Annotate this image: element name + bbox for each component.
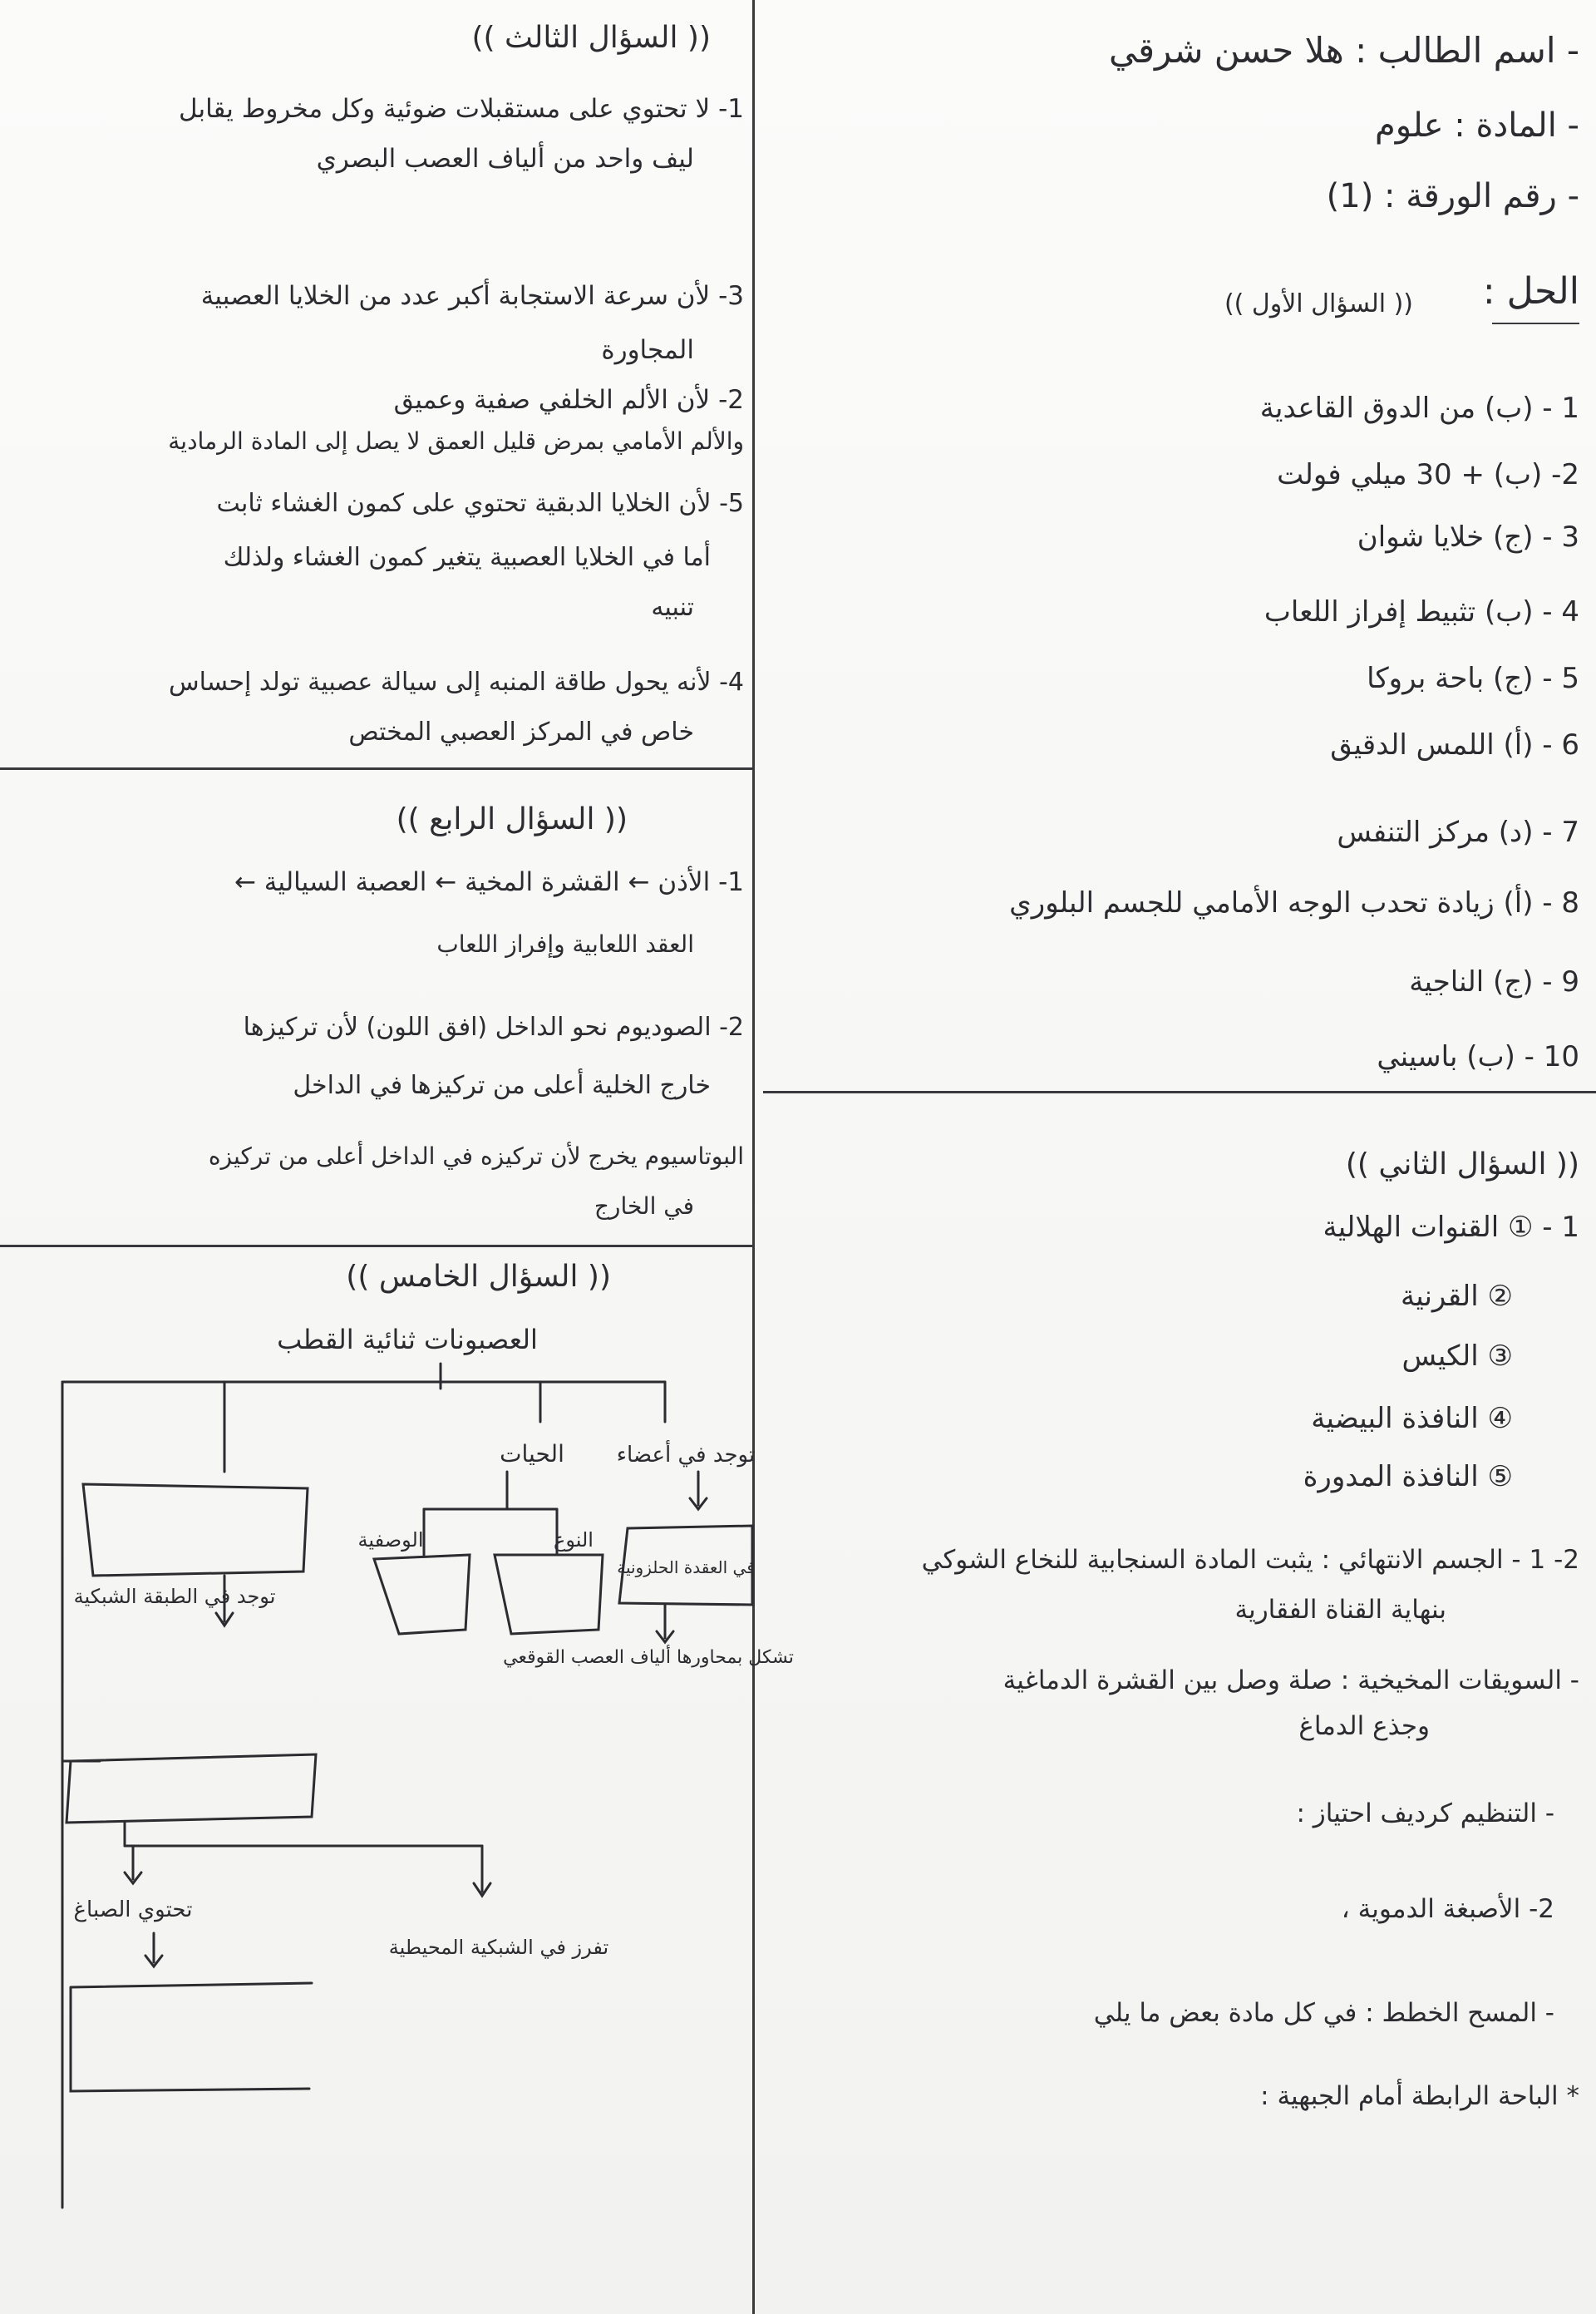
- q3-line: والألم الأمامي بمرض قليل العمق لا يصل إلى المادة الرمادية: [168, 427, 744, 455]
- q4-line: 2- الصوديوم نحو الداخل (افق اللون) لأن تركيزها: [243, 1013, 744, 1042]
- diagram-bottom-right: تفرز في الشبكية المحيطية: [388, 1936, 609, 1959]
- q3-line: أما في الخلايا العصبية يتغير كمون الغشاء ولذلك: [223, 543, 711, 572]
- q4-line: 1- الأذن ← القشرة المخية ← العصبة السيالية ←: [234, 867, 744, 897]
- q2-item: ② القرنية: [1400, 1280, 1513, 1313]
- q1-answer: 1 - (ب) من الدوق القاعدية: [1259, 392, 1579, 425]
- vertical-divider: [752, 0, 755, 2314]
- diagram-sub-right: النوع: [554, 1528, 594, 1552]
- q2-line: بنهاية القناة الفقارية: [1234, 1595, 1446, 1625]
- q3-title: (( السؤال الثالث )): [471, 21, 711, 55]
- q3-line: 3- لأن سرعة الاستجابة أكبر عدد من الخلايا العصبية: [200, 281, 744, 311]
- subject: - المادة : علوم: [1375, 106, 1579, 145]
- diagram-box-left: [83, 1484, 308, 1576]
- q4-line: في الخارج: [594, 1192, 694, 1220]
- solution-underline: [1492, 323, 1579, 324]
- q1-title: (( السؤال الأول )): [1224, 289, 1413, 318]
- q1-answer: 4 - (ب) تثبيط إفراز اللعاب: [1264, 595, 1579, 629]
- q2-item: ③ الكيس: [1401, 1340, 1513, 1373]
- q5-diagram: [0, 1305, 794, 2303]
- q3-line: 4- لأنه يحول طاقة المنبه إلى سيالة عصبية تولد إحساس: [168, 668, 744, 697]
- diagram-root: العصبونات ثنائية القطب: [277, 1324, 538, 1355]
- q3-line: 2- لأن الألم الخلفي صفية وعميق: [393, 385, 744, 415]
- diagram-box-sub-right: [495, 1555, 603, 1634]
- q3-line: خاص في المركز العصبي المختص: [348, 718, 694, 747]
- q2-line: وجذع الدماغ: [1298, 1711, 1430, 1741]
- q2-line: * الباحة الرابطة أمام الجبهية :: [1260, 2081, 1579, 2111]
- q2-line: - التنظيم كرديف احتياز :: [1296, 1798, 1554, 1828]
- q4-title: (( السؤال الرابع )): [396, 802, 628, 836]
- q3-line: 5- لأن الخلايا الدبقية تحتوي على كمون الغشاء ثابت: [216, 489, 744, 518]
- diagram-box-left-note: توجد في الطبقة الشبكية: [73, 1585, 276, 1608]
- q3-line: تنبيه: [651, 593, 694, 622]
- q1-answer: 2- (ب) + 30 ميلي فولت: [1277, 458, 1579, 491]
- diagram-sub-left: الوصفية: [357, 1528, 424, 1552]
- paper-number: - رقم الورقة : (1): [1326, 177, 1579, 215]
- q3-line: المجاورة: [601, 335, 694, 365]
- diagram-box-sub-left: [374, 1555, 470, 1634]
- right-column: [769, 0, 1579, 2314]
- q2-line: 2- الأصبغة الدموية ،: [1341, 1894, 1554, 1924]
- q2-title: (( السؤال الثاني )): [1345, 1147, 1579, 1182]
- q4-line: العقد اللعابية وإفراز اللعاب: [436, 930, 694, 958]
- q2-item: ④ النافذة البيضية: [1311, 1402, 1513, 1435]
- q2-line: - المسح الخطط : في كل مادة بعض ما يلي: [1093, 1998, 1554, 2028]
- student-name: - اسم الطالب : هلا حسن شرقي: [1108, 30, 1579, 71]
- q3-line: ليف واحد من ألياف العصب البصري: [316, 144, 694, 174]
- diagram-box-final: [71, 1983, 312, 2091]
- q1-answer: 10 - (ب) باسيني: [1377, 1040, 1579, 1073]
- diagram-note: تشكل بمحاورها ألياف العصب القوقعي: [503, 1647, 794, 1668]
- q1-answer: 3 - (ج) خلايا شوان: [1357, 521, 1579, 554]
- q1-answer: 7 - (د) مركز التنفس: [1337, 816, 1579, 849]
- q5-header: [12, 1260, 744, 1310]
- q2-item: 1 - ① القنوات الهلالية: [1323, 1211, 1579, 1244]
- solution-label: الحل :: [1482, 270, 1579, 313]
- q1-answer: 8 - (أ) زيادة تحدب الوجه الأمامي للجسم البلوري: [1009, 886, 1579, 920]
- q4-line: البوتاسيوم يخرج لأن تركيزه في الداخل أعلى من تركيزه: [208, 1142, 744, 1170]
- q2-line: - السويقات المخيخية : صلة وصل بين القشرة الدماغية: [1002, 1665, 1579, 1695]
- q5-title: (( السؤال الخامس )): [346, 1260, 611, 1294]
- q1-answer: 5 - (ج) باحة بروكا: [1367, 662, 1579, 695]
- q1-answer: 6 - (أ) اللمس الدقيق: [1330, 728, 1579, 762]
- diagram-bottom-left: تحتوي الصباغ: [73, 1897, 193, 1922]
- left-column: [12, 0, 744, 1247]
- q1-answer: 9 - (ج) الناجية: [1409, 965, 1579, 999]
- q3-line: 1- لا تحتوي على مستقبلات ضوئية وكل مخروط يقابل: [179, 94, 744, 124]
- diagram-branch-right: توجد في أعضاء: [616, 1443, 756, 1468]
- q4-line: خارج الخلية أعلى من تركيزها في الداخل: [293, 1071, 711, 1100]
- diagram-box-label: في العقدة الحلزونية: [617, 1557, 755, 1577]
- q2-line: 2- 1 - الجسم الانتهائي : يثبت المادة السنجابية للنخاع الشوكي: [921, 1545, 1579, 1575]
- diagram-box-lower: [66, 1754, 316, 1823]
- q2-item: ⑤ النافذة المدورة: [1303, 1460, 1513, 1493]
- diagram-branch-mid: الحيات: [500, 1440, 564, 1468]
